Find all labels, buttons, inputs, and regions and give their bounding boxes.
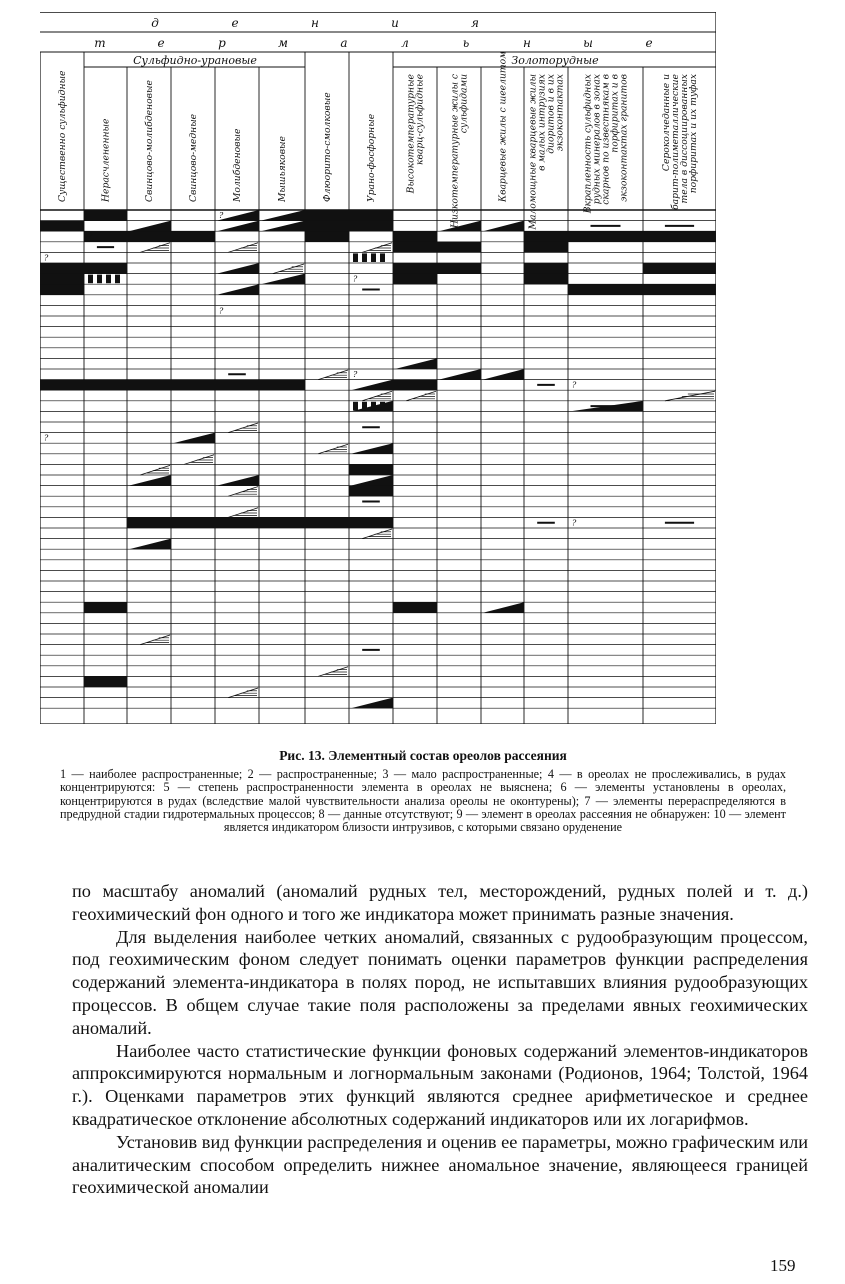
column-label: барит-полиметаллические <box>670 74 681 210</box>
header-letter: р <box>218 36 226 50</box>
mark-wedge <box>483 369 524 380</box>
mark-wedge <box>173 433 215 444</box>
column-label: Флюорито-смолковые <box>322 92 333 202</box>
column-label: Свинцово-медные <box>188 113 199 202</box>
mark-full <box>215 380 259 391</box>
mark-hatch <box>228 487 258 497</box>
mark-full <box>259 380 305 391</box>
mark-full <box>393 231 437 242</box>
page-number: 159 <box>770 1256 796 1275</box>
caption-legend: 1 — наиболее распространенные; 2 — распространенные; 3 — мало распространенные; 4 — в ореолах не прослеживались, в рудах концентрируются: 5 — степень распространенности элемента в ореолах не выяснена; 6 — элементы установлены в ореолах, концентрируются в рудах (вследствие малой чувствительности анализа ореолы не оконтурены); 7 — элементы перераспределяются в предрудной стадии гидротермальных процессов; 8 — данные отсутствуют; 9 — элемент в ореолах рассеяния не обнаружен: 10 — элемент является индикатором близости интрузивов, с которыми связано оруденение <box>60 767 786 835</box>
mark-wedge <box>217 221 259 232</box>
mark-full <box>524 274 568 285</box>
mark-question: ? <box>219 211 224 220</box>
mark-full <box>84 210 127 221</box>
column-label: порфиритах и их туфах <box>688 74 699 194</box>
group-label-sulfide: Сульфидно-урановые <box>133 54 257 67</box>
mark-wedge <box>439 369 481 380</box>
mark-question: ? <box>219 306 224 316</box>
mark-wedge <box>129 539 171 550</box>
mark-full <box>305 210 349 221</box>
mark-full <box>40 380 84 391</box>
paragraph-2: Для выделения наиболее четких аномалий, связанных с рудообразующим процессом, под геохимическим фоном следует понимать оценки параметров функции распределения содержаний элемента-индикатора в полях пород, не испытавших влияния рудообразующих процессов. В общем случае такие поля расположены за пределами явных геохимических аномалий. <box>72 926 808 1038</box>
mark-wedge <box>351 475 393 486</box>
mark-full <box>305 221 349 232</box>
mark-bars <box>106 275 111 284</box>
mark-full <box>349 210 393 221</box>
mark-question: ? <box>572 380 577 390</box>
column-label: порфиритах и в <box>609 74 621 153</box>
mark-full <box>643 284 716 295</box>
group-label-gold: Золоторудные <box>511 54 599 67</box>
column-label: экзоконтактах гранитов <box>618 74 630 202</box>
figure-caption <box>60 748 786 834</box>
mark-bars <box>88 275 93 284</box>
mark-full <box>524 231 568 242</box>
mark-hatch <box>362 529 392 539</box>
column-label: Свинцово-молибденовые <box>144 80 155 202</box>
mark-hatch <box>228 243 258 253</box>
mark-full <box>524 242 568 253</box>
mark-wedge <box>261 221 305 232</box>
header-letter: е <box>157 36 165 50</box>
mark-full <box>127 380 171 391</box>
mark-full <box>437 242 481 253</box>
mark-question: ? <box>88 232 93 242</box>
mark-bars <box>97 275 102 284</box>
mark-full <box>393 274 437 285</box>
mark-bars <box>371 253 376 262</box>
column-label: Низкотемпературные жилы с <box>449 74 461 229</box>
mark-full <box>568 231 643 242</box>
figure-table <box>40 12 716 724</box>
header-letter: а <box>340 36 348 50</box>
mark-full <box>40 221 84 232</box>
mark-hatch <box>665 391 715 401</box>
figure-cells <box>40 210 716 708</box>
mark-full <box>127 231 171 242</box>
mark-full <box>84 676 127 687</box>
mark-full <box>349 517 393 528</box>
mark-full <box>393 263 437 274</box>
header-letter: е <box>231 16 239 30</box>
element-composition-figure <box>40 12 716 724</box>
column-label: экзоконтактах <box>554 74 566 152</box>
column-label: Высокотемпературные <box>405 74 417 194</box>
mark-full <box>40 284 84 295</box>
mark-hatch <box>362 391 392 401</box>
mark-full <box>259 517 305 528</box>
mark-full <box>171 380 215 391</box>
mark-hatch <box>184 455 214 465</box>
mark-wedge <box>483 602 524 613</box>
header-letter: ы <box>583 36 593 50</box>
mark-hatch <box>228 508 258 518</box>
mark-full <box>349 221 393 232</box>
mark-hatch <box>318 370 348 380</box>
header-letter: я <box>471 16 479 30</box>
column-label: Молибденовые <box>232 128 243 202</box>
paragraph-1: по масштабу аномалий (аномалий рудных тел, месторождений, рудных полей и т. д.) геохимический фон одного и того же индикатора может принимать разные значения. <box>72 881 808 924</box>
column-label: Нерасчлененные <box>100 118 112 202</box>
mark-question: ? <box>44 253 49 263</box>
mark-full <box>393 380 437 391</box>
column-label: диоритов и в их <box>545 74 557 154</box>
header-letter: ь <box>462 36 470 50</box>
mark-full <box>349 486 393 497</box>
mark-full <box>305 231 349 242</box>
mark-full <box>84 380 127 391</box>
mark-question: ? <box>353 370 358 379</box>
column-label: Сероколчеданные и <box>661 74 672 172</box>
mark-wedge <box>261 210 305 221</box>
mark-bars <box>371 402 376 411</box>
mark-full <box>171 517 215 528</box>
column-label: Маломощные кварцевые жилы <box>527 74 539 230</box>
figure-header <box>57 16 699 230</box>
column-label: Вкрапленность сульфидных <box>582 74 594 214</box>
mark-full <box>84 263 127 274</box>
mark-question: ? <box>572 518 577 528</box>
mark-full <box>643 263 716 274</box>
mark-wedge <box>395 358 437 369</box>
mark-full <box>643 231 716 242</box>
mark-bars <box>353 402 358 411</box>
column-label: сульфидами <box>458 74 470 134</box>
column-label: Существенно сульфидные <box>57 70 68 202</box>
column-label: Кварцевые жилы с шеелитом <box>497 51 509 202</box>
column-label: тела в диссоциированных <box>679 74 690 204</box>
mark-wedge <box>217 263 259 274</box>
mark-full <box>305 517 349 528</box>
caption-title: Рис. 13. Элементный состав ореолов рассеяния <box>279 748 567 763</box>
header-letter: м <box>278 36 288 50</box>
column-label: Урано-фосфорные <box>366 113 377 202</box>
header-letter: и <box>391 16 399 30</box>
mark-wedge <box>217 210 259 221</box>
mark-hatch <box>140 465 170 475</box>
mark-full <box>84 602 127 613</box>
column-label: рудных минералов в зонах <box>591 74 603 205</box>
mark-bars <box>353 253 358 262</box>
mark-full <box>393 602 437 613</box>
mark-wedge <box>351 380 393 391</box>
header-letter: е <box>645 36 653 50</box>
mark-bars <box>380 253 385 262</box>
header-letter: д <box>151 16 159 30</box>
mark-full <box>215 517 259 528</box>
mark-hatch <box>318 667 348 677</box>
mark-wedge <box>217 475 259 486</box>
mark-hatch <box>362 243 392 253</box>
column-label: кварц-сульфидные <box>414 74 426 165</box>
paragraph-4: Установив вид функции распределения и оценив ее параметры, можно графическим или аналитическим способом определить нижнее аномальное значение, являющееся границей геохимической аномалии <box>72 1131 808 1198</box>
mark-bars <box>362 402 367 411</box>
mark-wedge <box>483 221 524 232</box>
mark-full <box>524 263 568 274</box>
mark-full <box>349 464 393 475</box>
mark-full <box>171 231 215 242</box>
mark-wedge <box>351 443 393 454</box>
header-letter: л <box>401 36 409 50</box>
mark-hatch <box>140 635 170 645</box>
mark-hatch <box>228 688 258 698</box>
mark-wedge <box>351 698 393 709</box>
mark-wedge <box>129 221 171 232</box>
mark-wedge <box>129 475 171 486</box>
mark-hatch <box>228 423 258 433</box>
mark-full <box>393 242 437 253</box>
mark-bars <box>115 275 120 284</box>
column-label: скарнов по известнякам в <box>600 74 612 205</box>
paragraph-3: Наиболее часто статистические функции фоновых содержаний элементов-индикаторов аппроксимируются нормальным и логнормальным законами (Родионов, 1964; Толстой, 1964 г.). Оценками параметров этих функций являются среднее арифметическое и среднее квадратическое отклонение абсолютных содержаний индикаторов или их логарифмов. <box>72 1040 808 1129</box>
mark-question: ? <box>44 433 49 443</box>
mark-hatch <box>318 444 348 454</box>
mark-hatch <box>273 264 304 274</box>
mark-question: ? <box>353 274 358 284</box>
column-label: в малых интрузиях <box>536 74 548 171</box>
body-text <box>72 880 808 1199</box>
mark-full <box>437 263 481 274</box>
header-letter: н <box>311 16 319 30</box>
mark-hatch <box>406 391 436 401</box>
mark-wedge <box>217 284 259 295</box>
mark-bars <box>380 402 385 411</box>
mark-wedge <box>261 274 305 285</box>
mark-bars <box>362 253 367 262</box>
mark-full <box>40 263 84 274</box>
header-letter: н <box>523 36 531 50</box>
header-letter: т <box>94 36 106 50</box>
mark-full <box>127 517 171 528</box>
mark-full <box>40 274 84 285</box>
column-label: Мышьяковые <box>277 136 288 202</box>
mark-hatch <box>140 243 170 253</box>
mark-full <box>568 284 643 295</box>
